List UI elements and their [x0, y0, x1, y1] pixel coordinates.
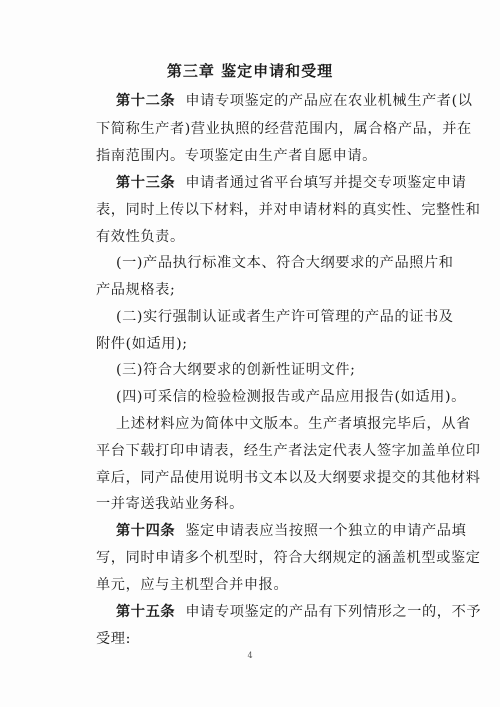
article-12-line-1 [116, 92, 473, 110]
item-3-line-1: (三)符合大纲要求的创新性证明文件; [116, 362, 356, 378]
article-14-line-3: 单元，应与主机型合并申报。 [96, 577, 289, 593]
page-number: 4 [247, 651, 253, 660]
para-line-3: 章后，同产品使用说明书文本以及大纲要求提交的其他材料 [96, 470, 481, 486]
para-line-4: 一并寄送我站业务科。 [96, 496, 244, 512]
article-15-text-1: 申请专项鉴定的产品有下列情形之一的，不予 [185, 604, 482, 620]
article-12-text-1: 申请专项鉴定的产品应在农业机械生产者(以 [185, 93, 473, 109]
article-13-label: 第十三条 [116, 175, 176, 191]
item-4-line-1: (四)可采信的检验检测报告或产品应用报告(如适用)。 [116, 389, 466, 405]
article-15-line-1 [116, 603, 481, 621]
item-1-line-2: 产品规格表; [96, 282, 176, 298]
article-13-line-1 [116, 174, 466, 192]
item-1-line-1: (一)产品执行标准文本、符合大纲要求的产品照片和 [116, 255, 454, 271]
article-12-line-2: 下简称生产者)营业执照的经营范围内，属合格产品，并在 [96, 121, 472, 137]
para-line-2: 平台下载打印申请表，经生产者法定代表人签字加盖单位印 [96, 443, 481, 459]
article-14-line-2: 写，同时申请多个机型时，符合大纲规定的涵盖机型或鉴定 [96, 550, 481, 566]
article-14-line-1 [116, 522, 466, 540]
article-13-text-1: 申请者通过省平台填写并提交专项鉴定申请 [185, 175, 467, 191]
chapter-title: 第三章 鉴定申请和受理 [166, 62, 334, 80]
article-15-line-2: 受理: [96, 631, 131, 647]
article-13-line-3: 有效性负责。 [96, 229, 185, 245]
article-15-label: 第十五条 [116, 604, 176, 620]
item-2-line-2: 附件(如适用); [96, 336, 188, 352]
article-14-text-1: 鉴定申请表应当按照一个独立的申请产品填 [185, 523, 467, 539]
article-12-label: 第十二条 [116, 93, 176, 109]
para-line-1: 上述材料应为简体中文版本。生产者填报完毕后，从省 [116, 416, 471, 432]
article-14-label: 第十四条 [116, 523, 176, 539]
article-13-line-2: 表，同时上传以下材料，并对申请材料的真实性、完整性和 [96, 202, 481, 218]
item-2-line-1: (二)实行强制认证或者生产许可管理的产品的证书及 [116, 309, 454, 325]
article-12-line-3: 指南范围内。专项鉴定由生产者自愿申请。 [96, 148, 377, 164]
